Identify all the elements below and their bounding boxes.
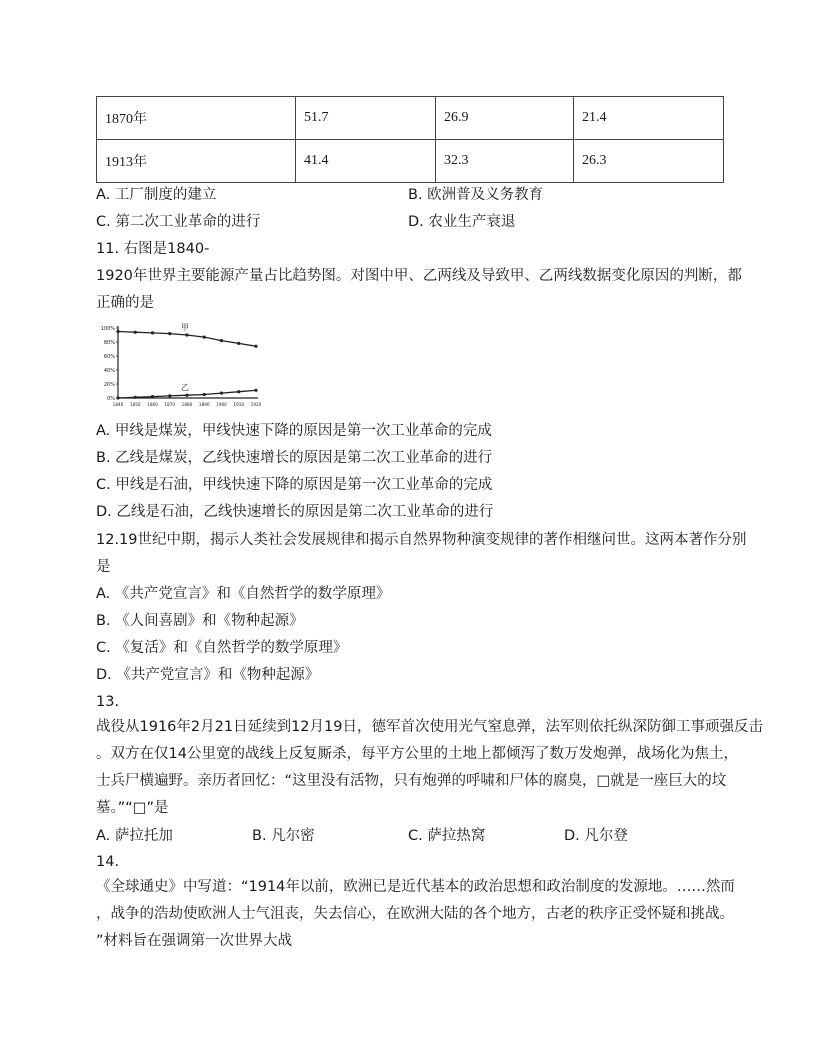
energy-share-table	[96, 96, 724, 183]
table-row	[97, 140, 724, 183]
data-point	[134, 331, 137, 334]
x-tick-label: 1900	[216, 402, 227, 407]
data-point	[254, 389, 257, 392]
table-cell: 21.4	[574, 97, 724, 140]
q12-option-a: A. 《共产党宣言》和《自然哲学的数学原理》	[96, 586, 391, 602]
x-tick-label: 1840	[112, 402, 124, 407]
q13-stem-line2: 。双方在仅14公里宽的战线上反复厮杀，每平方公里的土地上都倾泻了数万发炮弹，战场化为焦土，	[96, 746, 738, 762]
q13-number: 13.	[96, 694, 120, 710]
q14-stem-line1: 《全球通史》中写道：“1914年以前，欧洲已是近代基本的政治思想和政治制度的发源地。……然而	[96, 879, 735, 895]
table-cell: 1870年	[97, 97, 296, 140]
table-cell: 32.3	[436, 140, 574, 183]
table-cell: 1913年	[97, 140, 296, 183]
data-point	[116, 330, 119, 333]
q10-option-b: B. 欧洲普及义务教育	[408, 187, 544, 203]
q12-stem-line2: 是	[96, 559, 111, 575]
table-cell: 41.4	[296, 140, 436, 183]
x-tick-label: 1920	[250, 402, 262, 407]
q12-option-c: C. 《复活》和《自然哲学的数学原理》	[96, 640, 348, 656]
q10-option-c: C. 第二次工业革命的进行	[96, 214, 261, 230]
y-tick-label: 80%	[103, 340, 115, 346]
y-tick-label: 100%	[100, 326, 115, 332]
x-tick-label: 1910	[233, 402, 245, 407]
data-point	[203, 336, 206, 339]
q13-option-b: B. 凡尔密	[252, 828, 315, 844]
data-point	[168, 332, 171, 335]
q11-stem-line3: 正确的是	[96, 295, 154, 311]
q14-number: 14.	[96, 854, 120, 870]
table-cell: 26.9	[436, 97, 574, 140]
x-tick-label: 1860	[147, 402, 158, 407]
data-point	[203, 393, 206, 396]
q13-option-a: A. 萨拉托加	[96, 828, 173, 844]
y-tick-label: 0%	[107, 396, 115, 402]
data-point	[220, 392, 223, 395]
data-point	[151, 395, 154, 398]
q12-stem-line1: 12.19世纪中期，揭示人类社会发展规律和揭示自然界物种演变规律的著作相继问世。这两本著作分别	[96, 532, 747, 548]
y-tick-label: 20%	[103, 382, 115, 388]
chart-layer	[101, 323, 262, 407]
q12-option-d: D. 《共产党宣言》和《物种起源》	[96, 667, 320, 683]
q10-option-a: A. 工厂制度的建立	[96, 187, 217, 203]
energy-trend-chart	[96, 320, 262, 410]
q11-option-d: D. 乙线是石油，乙线快速增长的原因是第二次工业革命的进行	[96, 504, 494, 520]
x-tick-label: 1890	[198, 402, 210, 407]
data-point	[151, 331, 154, 334]
q14-stem-line2: ，战争的浩劫使欧洲人士气沮丧，失去信心，在欧洲大陆的各个地方，古老的秩序正受怀疑和挑战。	[96, 906, 734, 922]
table-row	[97, 97, 724, 140]
q14-stem-line3: ”材料旨在强调第一次世界大战	[96, 933, 293, 949]
data-point	[185, 333, 188, 336]
q10-option-d: D. 农业生产衰退	[408, 214, 516, 230]
table-cell: 26.3	[574, 140, 724, 183]
data-point	[168, 394, 171, 397]
q11-option-a: A. 甲线是煤炭，甲线快速下降的原因是第一次工业革命的完成	[96, 423, 492, 439]
q11-stem-line1: 11. 右图是1840-	[96, 241, 210, 257]
q13-option-d: D. 凡尔登	[564, 828, 628, 844]
series-label: 乙	[181, 383, 189, 393]
q11-stem-line2: 1920年世界主要能源产量占比趋势图。对图中甲、乙两线及导致甲、乙两线数据变化原因的判断，都	[96, 268, 742, 284]
q12-option-b: B. 《人间喜剧》和《物种起源》	[96, 613, 304, 629]
data-point	[254, 345, 257, 348]
data-point	[185, 394, 188, 397]
q13-stem-line4: 墓。”“□”是	[96, 800, 169, 816]
data-point	[134, 396, 137, 399]
q13-stem-line1: 战役从1916年2月21日延续到12月19日，德军首次使用光气窒息弹，法军则依托纵深防御工事顽强反击	[96, 719, 763, 735]
x-tick-label: 1850	[129, 402, 141, 407]
data-point	[220, 339, 223, 342]
x-tick-label: 1880	[181, 402, 193, 407]
q11-option-c: C. 甲线是石油，甲线快速下降的原因是第一次工业革命的完成	[96, 477, 493, 493]
data-point	[237, 342, 240, 345]
data-point	[237, 390, 240, 393]
q13-option-c: C. 萨拉热窝	[408, 828, 486, 844]
y-tick-label: 40%	[103, 368, 115, 374]
series-label: 甲	[181, 323, 189, 332]
y-tick-label: 60%	[103, 354, 115, 360]
q11-option-b: B. 乙线是煤炭，乙线快速增长的原因是第二次工业革命的进行	[96, 450, 493, 466]
data-point	[116, 396, 119, 399]
x-tick-label: 1870	[164, 402, 176, 407]
q13-stem-line3: 士兵尸横遍野。亲历者回忆：“这里没有活物，只有炮弹的呼啸和尸体的腐臭，□就是一座巨大的坟	[96, 773, 727, 789]
table-cell: 51.7	[296, 97, 436, 140]
